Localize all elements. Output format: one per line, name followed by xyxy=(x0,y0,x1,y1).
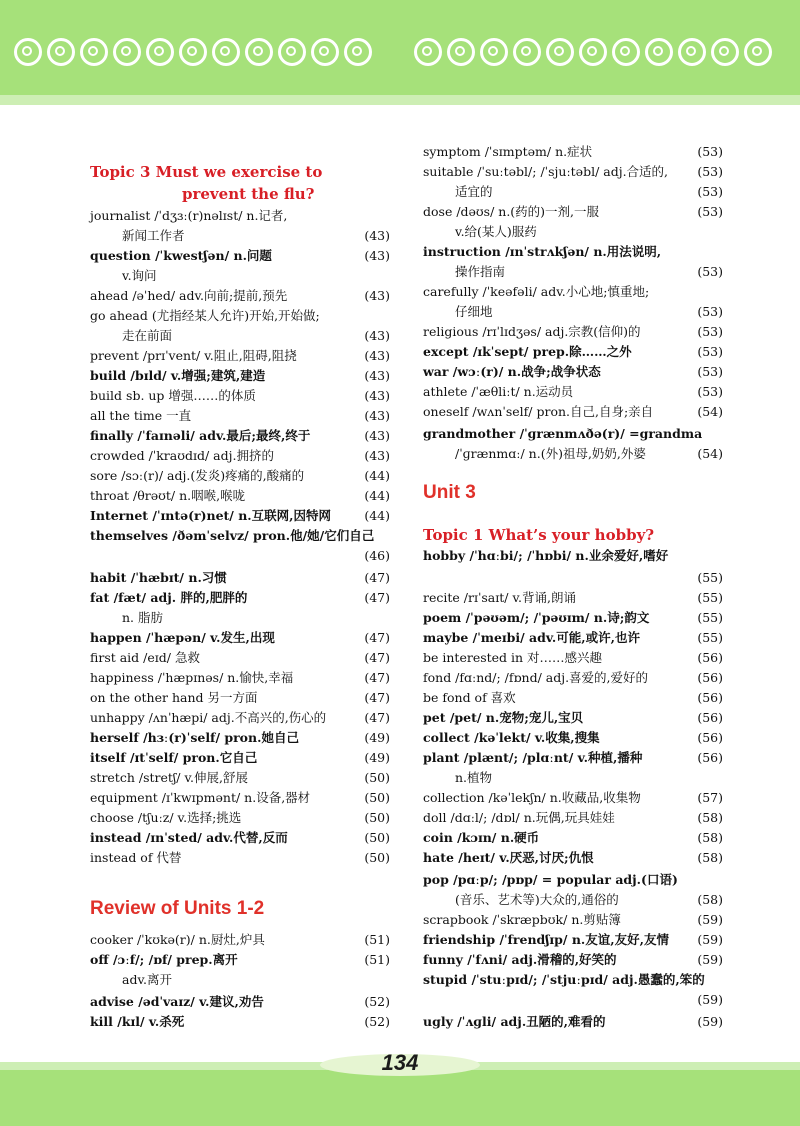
vocab-entry: n. 脂肪 xyxy=(122,610,163,625)
vocab-entry: be interested in 对……感兴趣 (56) xyxy=(423,650,723,665)
vocab-entry: herself /hɜː(r)ˈself/ pron.她自己 (49) xyxy=(90,730,390,745)
ring-icon xyxy=(711,38,739,66)
vocab-entry: poem /ˈpəʊəm/; /ˈpəʊɪm/ n.诗;韵文 (55) xyxy=(423,610,723,625)
vocab-entry: finally /ˈfaɪnəli/ adv.最后;最终,终于 (43) xyxy=(90,428,390,443)
vocab-entry: first aid /eɪd/ 急救 (47) xyxy=(90,650,390,665)
vocab-entry: throat /θrəʊt/ n.咽喉,喉咙 (44) xyxy=(90,488,390,503)
vocab-entry: /ˈɡrænmɑː/ n.(外)祖母,奶奶,外婆 (54) xyxy=(455,446,723,461)
ring-icon xyxy=(678,38,706,66)
vocab-entry: hate /heɪt/ v.厌恶,讨厌;仇恨 (58) xyxy=(423,850,723,865)
vocab-entry: journalist /ˈdʒɜː(r)nəlɪst/ n.记者, xyxy=(90,208,288,223)
vocab-entry: n.植物 xyxy=(455,770,493,785)
ring-icon xyxy=(311,38,339,66)
vocab-entry: crowded /ˈkraʊdɪd/ adj.拥挤的 (43) xyxy=(90,448,390,463)
vocab-entry: (音乐、艺术等)大众的,通俗的 (58) xyxy=(455,892,723,907)
ring-icon xyxy=(245,38,273,66)
vocab-entry: happen /ˈhæpən/ v.发生,出现 (47) xyxy=(90,630,390,645)
topic-heading: Topic 1 What’s your hobby? xyxy=(423,526,655,544)
vocab-entry: dose /dəʊs/ n.(药的)一剂,一服 (53) xyxy=(423,204,723,219)
vocab-entry: ugly /ˈʌɡli/ adj.丑陋的,难看的 (59) xyxy=(423,1014,723,1029)
vocab-entry: stretch /stretʃ/ v.伸展,舒展 (50) xyxy=(90,770,390,785)
vocab-entry: 适宜的 (53) xyxy=(455,184,723,199)
ring-icon xyxy=(212,38,240,66)
vocab-entry: cooker /ˈkʊkə(r)/ n.厨灶,炉具 (51) xyxy=(90,932,390,947)
vocab-entry: oneself /wʌnˈself/ pron.自己,自身;亲自 (54) xyxy=(423,404,723,419)
ring-icon xyxy=(344,38,372,66)
vocab-entry: ahead /əˈhed/ adv.向前;提前,预先 (43) xyxy=(90,288,390,303)
vocab-entry: (55) xyxy=(697,570,723,585)
vocab-entry: except /ɪkˈsept/ prep.除……之外 (53) xyxy=(423,344,723,359)
vocab-entry: symptom /ˈsɪmptəm/ n.症状 (53) xyxy=(423,144,723,159)
page-number: 134 xyxy=(381,1050,419,1075)
vocab-entry: recite /rɪˈsaɪt/ v.背诵,朗诵 (55) xyxy=(423,590,723,605)
vocab-entry: kill /kɪl/ v.杀死 (52) xyxy=(90,1014,390,1029)
vocab-entry: build sb. up 增强……的体质 (43) xyxy=(90,388,390,403)
vocab-entry: instead /ɪnˈsted/ adv.代替,反而 (50) xyxy=(90,830,390,845)
vocab-entry: off /ɔːf/; /ɒf/ prep.离开 (51) xyxy=(90,952,390,967)
vocab-entry: collect /kəˈlekt/ v.收集,搜集 (56) xyxy=(423,730,723,745)
ring-icon xyxy=(179,38,207,66)
vocab-entry: v.询问 xyxy=(122,268,157,283)
vocab-entry: plant /plænt/; /plɑːnt/ v.种植,播种 (56) xyxy=(423,750,723,765)
vocab-entry: fat /fæt/ adj. 胖的,肥胖的 (47) xyxy=(90,590,390,605)
ring-icon xyxy=(146,38,174,66)
vocab-entry: religious /rɪˈlɪdʒəs/ adj.宗教(信仰)的 (53) xyxy=(423,324,723,339)
vocab-entry: 走在前面 (43) xyxy=(122,328,390,343)
vocab-entry: sore /sɔː(r)/ adj.(发炎)疼痛的,酸痛的 (44) xyxy=(90,468,390,483)
vocab-entry: maybe /ˈmeɪbi/ adv.可能,或许,也许 (55) xyxy=(423,630,723,645)
vocab-entry: advise /ədˈvaɪz/ v.建议,劝告 (52) xyxy=(90,994,390,1009)
vocab-entry: doll /dɑːl/; /dɒl/ n.玩偶,玩具娃娃 (58) xyxy=(423,810,723,825)
page-number-badge xyxy=(320,1046,480,1086)
vocab-entry: 操作指南 (53) xyxy=(455,264,723,279)
vocab-entry: be fond of 喜欢 (56) xyxy=(423,690,723,705)
vocab-entry: (59) xyxy=(697,992,723,1007)
vocab-entry: instruction /ɪnˈstrʌkʃən/ n.用法说明, xyxy=(423,244,662,259)
ring-icon xyxy=(645,38,673,66)
header-stripe xyxy=(0,95,800,105)
ring-icon xyxy=(80,38,108,66)
vocab-entry: build /bɪld/ v.增强;建筑,建造 (43) xyxy=(90,368,390,383)
unit-heading: Unit 3 xyxy=(423,482,476,503)
vocab-entry: friendship /ˈfrendʃɪp/ n.友谊,友好,友情 (59) xyxy=(423,932,723,947)
vocab-entry: question /ˈkwestʃən/ n.问题 (43) xyxy=(90,248,390,263)
vocab-entry: adv.离开 xyxy=(122,972,173,987)
vocab-entry: instead of 代替 (50) xyxy=(90,850,390,865)
ring-icon xyxy=(14,38,42,66)
vocab-entry: hobby /ˈhɑːbi/; /ˈhɒbi/ n.业余爱好,嗜好 xyxy=(423,548,669,563)
vocab-entry: 仔细地 (53) xyxy=(455,304,723,319)
vocab-entry: athlete /ˈæθliːt/ n.运动员 (53) xyxy=(423,384,723,399)
ring-icon xyxy=(579,38,607,66)
ring-icon xyxy=(414,38,442,66)
vocab-entry: equipment /ɪˈkwɪpmənt/ n.设备,器材 (50) xyxy=(90,790,390,805)
vocab-entry: collection /kəˈlekʃn/ n.收藏品,收集物 (57) xyxy=(423,790,723,805)
spiral-rings xyxy=(14,38,794,68)
ring-icon xyxy=(612,38,640,66)
vocab-entry: unhappy /ʌnˈhæpi/ adj.不高兴的,伤心的 (47) xyxy=(90,710,390,725)
vocab-entry: pop /pɑːp/; /pɒp/ = popular adj.(口语) xyxy=(423,872,678,887)
vocab-entry: themselves /ðəmˈselvz/ pron.他/她/它们自己 xyxy=(90,528,375,543)
vocab-entry: itself /ɪtˈself/ pron.它自己 (49) xyxy=(90,750,390,765)
topic-heading: Topic 3 Must we exercise to xyxy=(90,163,323,181)
vocab-entry: carefully /ˈkeəfəli/ adv.小心地;慎重地; xyxy=(423,284,650,299)
vocab-entry: prevent /prɪˈvent/ v.阻止,阻碍,阻挠 (43) xyxy=(90,348,390,363)
vocab-entry: habit /ˈhæbɪt/ n.习惯 (47) xyxy=(90,570,390,585)
vocab-entry: scrapbook /ˈskræpbʊk/ n.剪贴簿 (59) xyxy=(423,912,723,927)
vocab-entry: coin /kɔɪn/ n.硬币 (58) xyxy=(423,830,723,845)
topic-heading-continued: prevent the flu? xyxy=(182,185,315,203)
ring-icon xyxy=(744,38,772,66)
vocab-entry: grandmother /ˈɡrænmʌðə(r)/ =grandma xyxy=(423,426,703,441)
ring-icon xyxy=(546,38,574,66)
ring-icon xyxy=(513,38,541,66)
vocab-entry: war /wɔː(r)/ n.战争;战争状态 (53) xyxy=(423,364,723,379)
ring-icon xyxy=(113,38,141,66)
vocab-entry: Internet /ˈɪntə(r)net/ n.互联网,因特网 (44) xyxy=(90,508,390,523)
ring-icon xyxy=(47,38,75,66)
ring-icon xyxy=(447,38,475,66)
vocab-entry: (46) xyxy=(364,548,390,563)
vocab-entry: 新闻工作者 (43) xyxy=(122,228,390,243)
vocab-entry: funny /ˈfʌni/ adj.滑稽的,好笑的 (59) xyxy=(423,952,723,967)
ring-icon xyxy=(480,38,508,66)
vocab-entry: fond /fɑːnd/; /fɒnd/ adj.喜爱的,爱好的 (56) xyxy=(423,670,723,685)
vocab-entry: happiness /ˈhæpɪnəs/ n.愉快,幸福 (47) xyxy=(90,670,390,685)
vocab-entry: on the other hand 另一方面 (47) xyxy=(90,690,390,705)
vocab-entry: suitable /ˈsuːtəbl/; /ˈsjuːtəbl/ adj.合适的, (53) xyxy=(423,164,723,179)
vocab-entry: v.给(某人)服药 xyxy=(455,224,537,239)
vocab-entry: stupid /ˈstuːpɪd/; /ˈstjuːpɪd/ adj.愚蠢的,笨的 xyxy=(423,972,705,987)
vocab-entry: choose /tʃuːz/ v.选择;挑选 (50) xyxy=(90,810,390,825)
vocab-entry: all the time 一直 (43) xyxy=(90,408,390,423)
vocab-entry: pet /pet/ n.宠物;宠儿,宝贝 (56) xyxy=(423,710,723,725)
vocab-entry: go ahead (尤指经某人允许)开始,开始做; xyxy=(90,308,320,323)
review-heading: Review of Units 1-2 xyxy=(90,898,265,919)
ring-icon xyxy=(278,38,306,66)
